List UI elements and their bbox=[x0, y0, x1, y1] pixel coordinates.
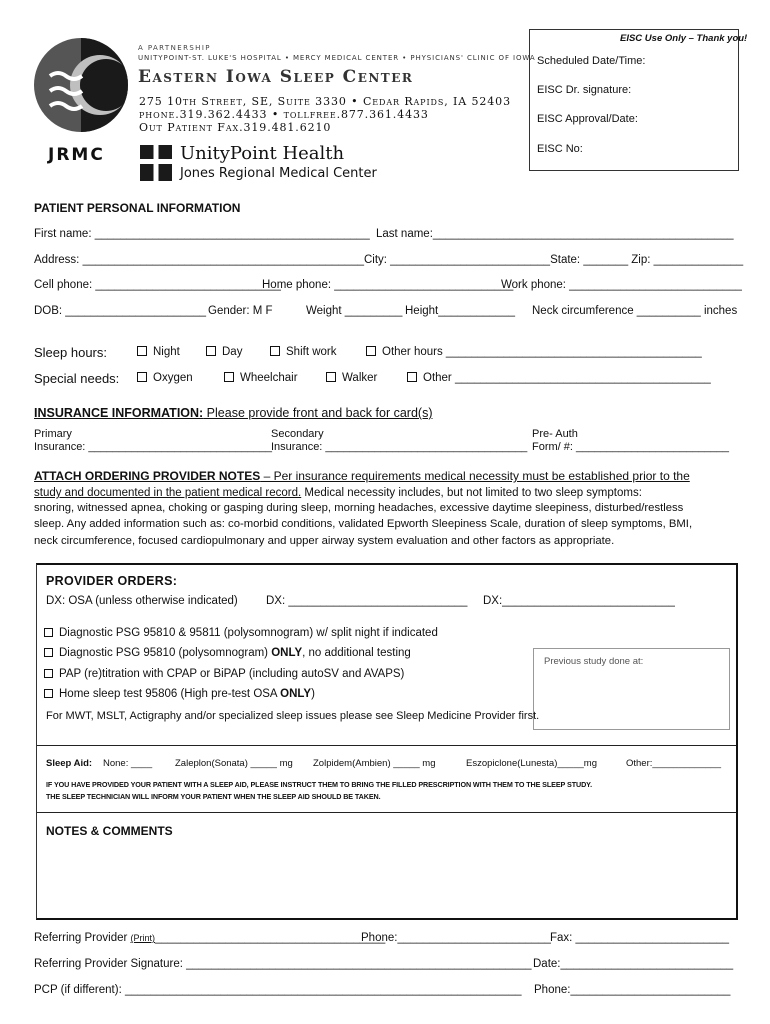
signature-date-field[interactable]: Date:___________________________ bbox=[533, 958, 734, 970]
sleep-aid-zaleplon-field[interactable]: Zaleplon(Sonata) _____ mg bbox=[175, 758, 293, 769]
order-home-sleep-test-checkbox[interactable]: Home sleep test 95806 (High pre-test OSA ONLY) bbox=[44, 688, 315, 700]
unitypoint-name: UnityPoint Health bbox=[180, 143, 345, 164]
checkbox-icon bbox=[44, 648, 53, 657]
weight-field[interactable]: Weight _________ bbox=[306, 305, 403, 317]
order-pap-titration-checkbox[interactable]: PAP (re)titration with CPAP or BiPAP (including autoSV and AVAPS) bbox=[44, 668, 404, 680]
sleep-aid-warning-2: THE SLEEP TECHNICIAN WILL INFORM YOUR PATIENT WHEN THE SLEEP AID SHOULD BE TAKEN. bbox=[46, 792, 381, 801]
special-needs-walker-checkbox[interactable]: Walker bbox=[326, 372, 377, 384]
center-address: 275 10th Street, SE, Suite 3330 • Cedar Rapids, IA 52403 bbox=[139, 95, 511, 108]
sleep-aid-zolpidem-field[interactable]: Zolpidem(Ambien) _____ mg bbox=[313, 758, 436, 769]
checkbox-icon bbox=[137, 346, 147, 356]
checkbox-icon bbox=[44, 689, 53, 698]
address-field[interactable]: Address: ____________________________________________City: _________________________State: _______ Zip: ______________ bbox=[34, 254, 744, 266]
special-needs-oxygen-checkbox[interactable]: Oxygen bbox=[137, 372, 193, 384]
sleep-hours-label: Sleep hours: bbox=[34, 345, 107, 360]
insurance-heading: INSURANCE INFORMATION: Please provide front and back for card(s) bbox=[34, 406, 433, 420]
secondary-insurance-label: Secondary bbox=[271, 428, 324, 440]
ordering-notes-line4: sleep. Any added information such as: co-morbid conditions, validated Epworth Sleepiness Scale, duration of sleep symptoms, BMI, bbox=[34, 518, 693, 530]
sleep-aid-label: Sleep Aid: bbox=[46, 758, 93, 769]
sleep-hours-day-checkbox[interactable]: Day bbox=[206, 346, 242, 358]
ordering-notes-line2: study and documented in the patient medical record. Medical necessity includes, but not limited to two sleep symptoms: bbox=[34, 487, 642, 499]
sleep-hours-night-checkbox[interactable]: Night bbox=[137, 346, 180, 358]
eisc-box-title: EISC Use Only – Thank you! bbox=[620, 33, 748, 44]
checkbox-icon bbox=[270, 346, 280, 356]
referring-fax-field[interactable]: Fax: ________________________ bbox=[550, 932, 730, 944]
eisc-dr-signature-label: EISC Dr. signature: bbox=[537, 84, 632, 96]
work-phone-field[interactable]: Work phone: ___________________________ bbox=[501, 279, 742, 291]
jrmc-logo-text: JRMC bbox=[48, 145, 105, 165]
sleep-aid-none-field[interactable]: None: ____ bbox=[103, 758, 153, 769]
partnership-label: A PARTNERSHIP bbox=[138, 44, 211, 52]
checkbox-icon bbox=[224, 372, 234, 382]
previous-study-label: Previous study done at: bbox=[544, 656, 644, 667]
sleep-aid-eszopiclone-field[interactable]: Eszopiclone(Lunesta)_____mg bbox=[466, 758, 597, 769]
last-name-field[interactable]: Last name:_______________________________________________ bbox=[376, 228, 734, 240]
primary-insurance-field[interactable]: Insurance: ______________________________ bbox=[34, 441, 272, 453]
checkbox-icon bbox=[366, 346, 376, 356]
sleep-hours-other-checkbox[interactable]: Other hours ________________________________________ bbox=[366, 346, 702, 358]
provider-orders-heading: PROVIDER ORDERS: bbox=[46, 574, 178, 588]
pcp-field[interactable]: PCP (if different): ______________________________________________________________ bbox=[34, 984, 522, 996]
home-phone-field[interactable]: Home phone: ____________________________ bbox=[262, 279, 514, 291]
center-phone: phone.319.362.4433 • tollfree.877.361.4433 bbox=[139, 108, 429, 121]
eisc-number-label: EISC No: bbox=[537, 143, 583, 155]
sleep-hours-shift-checkbox[interactable]: Shift work bbox=[270, 346, 337, 358]
personal-info-heading: PATIENT PERSONAL INFORMATION bbox=[34, 201, 241, 215]
preauth-field[interactable]: Form/ #: _________________________ bbox=[532, 441, 729, 453]
checkbox-icon bbox=[407, 372, 417, 382]
gender-field[interactable]: Gender: M F bbox=[208, 305, 273, 317]
special-needs-label: Special needs: bbox=[34, 371, 120, 386]
center-fax: Out Patient Fax.319.481.6210 bbox=[139, 121, 332, 134]
ordering-notes-line1: ATTACH ORDERING PROVIDER NOTES – Per insurance requirements medical necessity must be established prior to the bbox=[34, 469, 690, 483]
center-name: Eastern Iowa Sleep Center bbox=[138, 67, 414, 87]
special-needs-other-checkbox[interactable]: Other ________________________________________ bbox=[407, 372, 711, 384]
eisc-approval-label: EISC Approval/Date: bbox=[537, 113, 638, 125]
dx-osa-field[interactable]: DX: OSA (unless otherwise indicated) bbox=[46, 595, 238, 607]
checkbox-icon bbox=[44, 628, 53, 637]
primary-insurance-label: Primary bbox=[34, 428, 72, 440]
checkbox-icon bbox=[137, 372, 147, 382]
cell-phone-field[interactable]: Cell phone: _____________________________ bbox=[34, 279, 281, 291]
checkbox-icon bbox=[326, 372, 336, 382]
dob-field[interactable]: DOB: ______________________ bbox=[34, 305, 207, 317]
neck-circumference-field[interactable]: Neck circumference __________ inches bbox=[532, 305, 738, 317]
pcp-phone-field[interactable]: Phone:_________________________ bbox=[534, 984, 731, 996]
order-psg-only-checkbox[interactable]: Diagnostic PSG 95810 (polysomnogram) ONLY, no additional testing bbox=[44, 647, 411, 659]
dx-field-3[interactable]: DX:___________________________ bbox=[483, 595, 675, 607]
height-field[interactable]: Height____________ bbox=[405, 305, 515, 317]
checkbox-icon bbox=[206, 346, 216, 356]
ordering-notes-line3: snoring, witnessed apnea, choking or gasping during sleep, morning headaches, excessive daytime sleepiness, disturbed/restless bbox=[34, 502, 684, 514]
specialized-note: For MWT, MSLT, Actigraphy and/or specialized sleep issues please see Sleep Medicine Provider first. bbox=[46, 710, 540, 722]
order-split-night-checkbox[interactable]: Diagnostic PSG 95810 & 95811 (polysomnogram) w/ split night if indicated bbox=[44, 627, 438, 639]
partner-list: UNITYPOINT-ST. LUKE'S HOSPITAL • MERCY MEDICAL CENTER • PHYSICIANS' CLINIC OF IOWA bbox=[138, 54, 536, 62]
dx-field-2[interactable]: DX: ____________________________ bbox=[266, 595, 468, 607]
first-name-field[interactable]: First name: ___________________________________________ bbox=[34, 228, 370, 240]
checkbox-icon bbox=[44, 669, 53, 678]
unitypoint-cross-icon bbox=[140, 145, 172, 181]
unitypoint-sub: Jones Regional Medical Center bbox=[180, 166, 377, 181]
special-needs-wheelchair-checkbox[interactable]: Wheelchair bbox=[224, 372, 298, 384]
eisc-scheduled-label: Scheduled Date/Time: bbox=[537, 55, 646, 67]
eisc-logo-icon bbox=[32, 36, 130, 134]
notes-heading: NOTES & COMMENTS bbox=[46, 824, 173, 838]
preauth-label: Pre- Auth bbox=[532, 428, 578, 440]
sleep-aid-warning-1: IF YOU HAVE PROVIDED YOUR PATIENT WITH A SLEEP AID, PLEASE INSTRUCT THEM TO BRING THE FILLED PRESCRIPTION WITH THEM TO THE SLEEP STUDY. bbox=[46, 780, 592, 789]
divider bbox=[37, 812, 736, 813]
referring-provider-field[interactable]: Referring Provider (Print)____________________________________ bbox=[34, 932, 386, 944]
ordering-notes-line5: neck circumference, focused cardiopulmonary and upper airway system evaluation and other factors as appropriate. bbox=[34, 535, 615, 547]
secondary-insurance-field[interactable]: Insurance: _________________________________ bbox=[271, 441, 528, 453]
notes-field[interactable] bbox=[40, 845, 730, 915]
sleep-aid-other-field[interactable]: Other:_____________ bbox=[626, 758, 722, 769]
divider bbox=[37, 745, 736, 746]
referring-signature-field[interactable]: Referring Provider Signature: ______________________________________________________ bbox=[34, 958, 532, 970]
referring-phone-field[interactable]: Phone:________________________ bbox=[361, 932, 551, 944]
